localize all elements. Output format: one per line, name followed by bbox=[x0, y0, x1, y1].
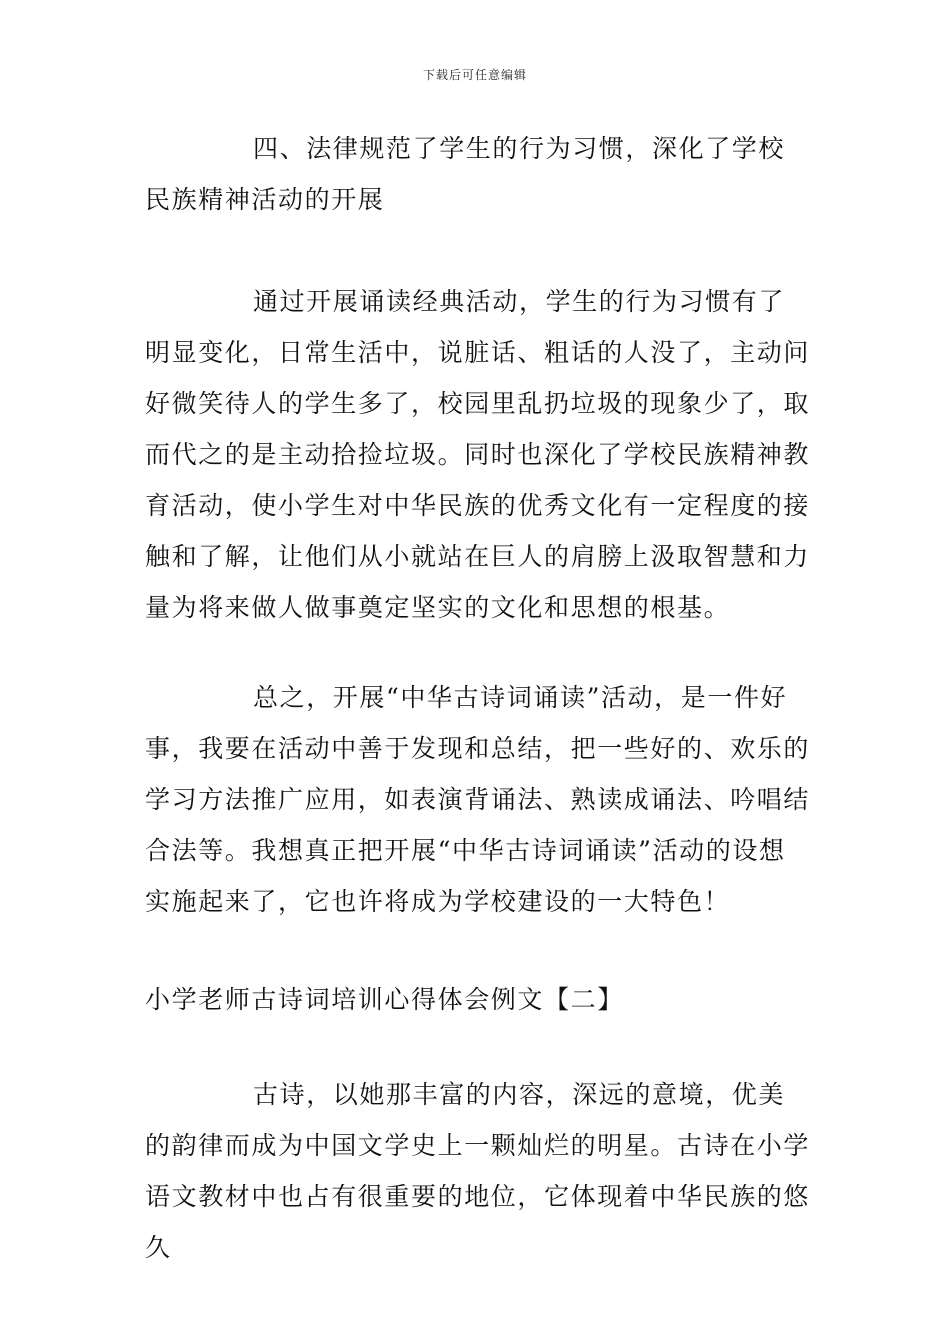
section-4-heading: 四、法律规范了学生的行为习惯，深化了学校民族精神活动的开展 bbox=[145, 134, 786, 214]
body-paragraph-behavior: 通过开展诵读经典活动，学生的行为习惯有了明显变化，日常生活中，说脏话、粗话的人没了，主动问好微笑待人的学生多了，校园里乱扔垃圾的现象少了，取而代之的是主动拾捡垃圾。同时也深化了学校民族精神教育活动，使小学生对中华民族的优秀文化有一定程度的接触和了解，让他们从小就站在巨人的肩膀上汲取智慧和力量为将来做人做事奠定坚实的文化和思想的根基。 bbox=[145, 287, 811, 622]
article-title: 小学老师古诗词培训心得体会例文【二】 bbox=[145, 985, 624, 1014]
body-paragraph-ancient-poetry: 古诗，以她那丰富的内容，深远的意境，优美的韵律而成为中国文学史上一颗灿烂的明星。古诗在小学语文教材中也占有很重要的地位，它体现着中华民族的悠久 bbox=[145, 1080, 811, 1262]
page-header-note: 下载后可任意编辑 bbox=[422, 68, 527, 82]
body-paragraph-conclusion: 总之，开展“中华古诗词诵读”活动，是一件好事，我要在活动中善于发现和总结，把一些好的、欢乐的学习方法推广应用，如表演背诵法、熟读成诵法、吟唱结合法等。我想真正把开展“中华古诗词诵读”活动的设想实施起来了，它也许将成为学校建设的一大特色！ bbox=[145, 683, 811, 916]
